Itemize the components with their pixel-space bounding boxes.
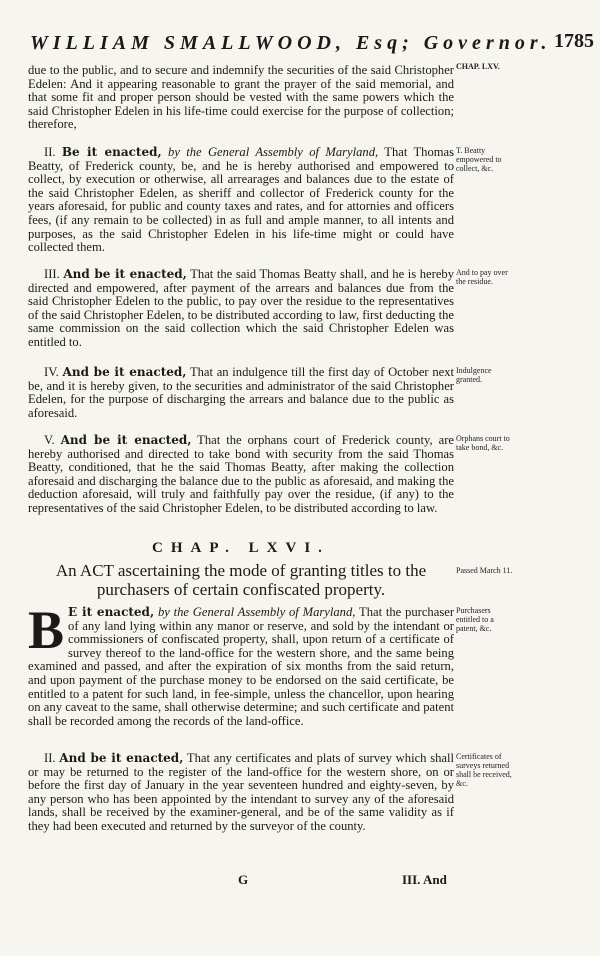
act-section-2-text: That any certificates and plats of survey which shall or may be returned to the register of the land-office for the western shore, on or before the first day of January in the year seventeen hundred and eighty-seven, by any person who has been appointed by the intendant to survey any of the aforesaid lands, shall be received by the examiner-general, and be of the same validity as if they had been executed and returned by the surveyor of the county. xyxy=(28,751,454,833)
section-2-enact: Be it enacted, xyxy=(61,145,162,159)
intro-paragraph xyxy=(28,64,454,132)
section-5 xyxy=(28,434,454,516)
section-2-number: II. xyxy=(44,145,56,159)
section-4-number: IV. xyxy=(44,365,59,379)
section-4-text: That an indulgence till the first day of October next be, and it is hereby given, to the securities and administrator of the said Christopher Edelen, for the purpose of discharging the arrears and balance due to the public as aforesaid. xyxy=(28,365,455,420)
running-head-title: WILLIAM SMALLWOOD, Esq; Governor. xyxy=(30,32,552,54)
act-section-2 xyxy=(28,752,454,834)
act-section-1-by: by the General Assembly of Maryland, xyxy=(157,605,356,619)
margin-note-chap-lxv: CHAP. LXV. xyxy=(456,62,500,71)
section-3 xyxy=(28,268,454,350)
margin-note-purchasers: Purchasers entitled to a patent, &c. xyxy=(456,606,494,633)
intro-text: due to the public, and to secure and indemnify the securities of the said Christopher Edelen: And it appearing reasonable to grant the prayer of the said memorial, and that some fit and proper person should be vested with the same powers which the said Christopher Edelen in his life-time could exercise for the purpose of collection; therefore, xyxy=(28,63,454,132)
section-2 xyxy=(28,146,454,255)
margin-note-indulgence: Indulgence granted. xyxy=(456,366,492,384)
act-section-2-enact: And be it enacted, xyxy=(59,751,184,765)
act-title: An ACT ascertaining the mode of granting titles to the purchasers of certain confiscated property. xyxy=(55,561,427,599)
page-footer xyxy=(0,872,600,892)
act-section-2-number: II. xyxy=(44,751,56,765)
section-3-text: That the said Thomas Beatty shall, and he is hereby directed and empowered, after payment of the arrears and balances due from the said Christopher Edelen to the public, to pay over the residue to the representatives of the said Christopher Edelen, to be distributed according to law, first deducting the same commission on the said collection which the said Christopher Edelen was entitled to. xyxy=(28,267,454,349)
chapter-heading: CHAP. LXVI. xyxy=(152,540,330,556)
section-2-by: by the General Assembly of Maryland, xyxy=(168,145,379,159)
margin-note-orphans-court: Orphans court to take bond, &c. xyxy=(456,434,510,452)
catchword: III. And xyxy=(402,872,447,887)
section-3-number: III. xyxy=(44,267,60,281)
drop-cap: B xyxy=(28,600,65,660)
section-5-enact: And be it enacted, xyxy=(60,433,192,447)
section-2-text: That Thomas Beatty, of Frederick county, be, and he is hereby authorised and empowered to collect, by execution or otherwise, all arrearages and balances due to the estate of the said Christopher Edelen, as sheriff and collector of Frederick county for the years aforesaid, for public and county taxes and rates, and for attornies and officers fees, (if any remain to be collected) in as full and ample manner, to all intents and purposes, as the said Christopher Edelen in his life-time might or could have collected them. xyxy=(28,145,455,255)
section-4 xyxy=(28,366,454,420)
margin-note-certificates: Certificates of surveys returned shall be received, &c. xyxy=(456,752,512,788)
act-section-1-text: That the purchaser of any land lying within any manor or reserve, and sold by the intendant or commissioners of confiscated property, shall, upon return of a certificate of survey thereof to the land-office for the western shore, and the same being examined and passed, and after the expiration of six months from the said return, and upon payment of the purchase money to be endorsed on the said certificate, be entitled to a patent for such land, in fee-simple, unless the chancellor, upon hearing on any caveat to the same, shall otherwise determine; and such certificate and patent shall be recorded among the records of the land-office. xyxy=(28,605,455,728)
section-3-enact: And be it enacted, xyxy=(63,267,187,281)
signature-mark: G xyxy=(238,872,249,887)
running-head xyxy=(0,32,600,58)
section-5-number: V. xyxy=(44,433,55,447)
margin-note-beatty-empowered: T. Beatty empowered to collect, &c. xyxy=(456,146,502,173)
act-section-1-enact: E it enacted, xyxy=(68,605,155,619)
act-section-1 xyxy=(28,600,455,728)
margin-note-passed: Passed March 11. xyxy=(456,566,513,575)
margin-note-pay-over-residue: And to pay over the residue. xyxy=(456,268,508,286)
page-number: 1785 xyxy=(554,30,594,52)
section-4-enact: And be it enacted, xyxy=(62,365,187,379)
section-5-text: That the orphans court of Frederick county, are hereby authorised and directed to take bond with security from the said Thomas Beatty, conditioned, that he the said Thomas Beatty, after making the collection aforesaid and discharging the balance due to the public as aforesaid, and making the deduction aforesaid, will truly and faithfully pay over the residue, (if any) to the representatives of the said Christopher Edelen, to be distributed according to law. xyxy=(28,433,454,515)
